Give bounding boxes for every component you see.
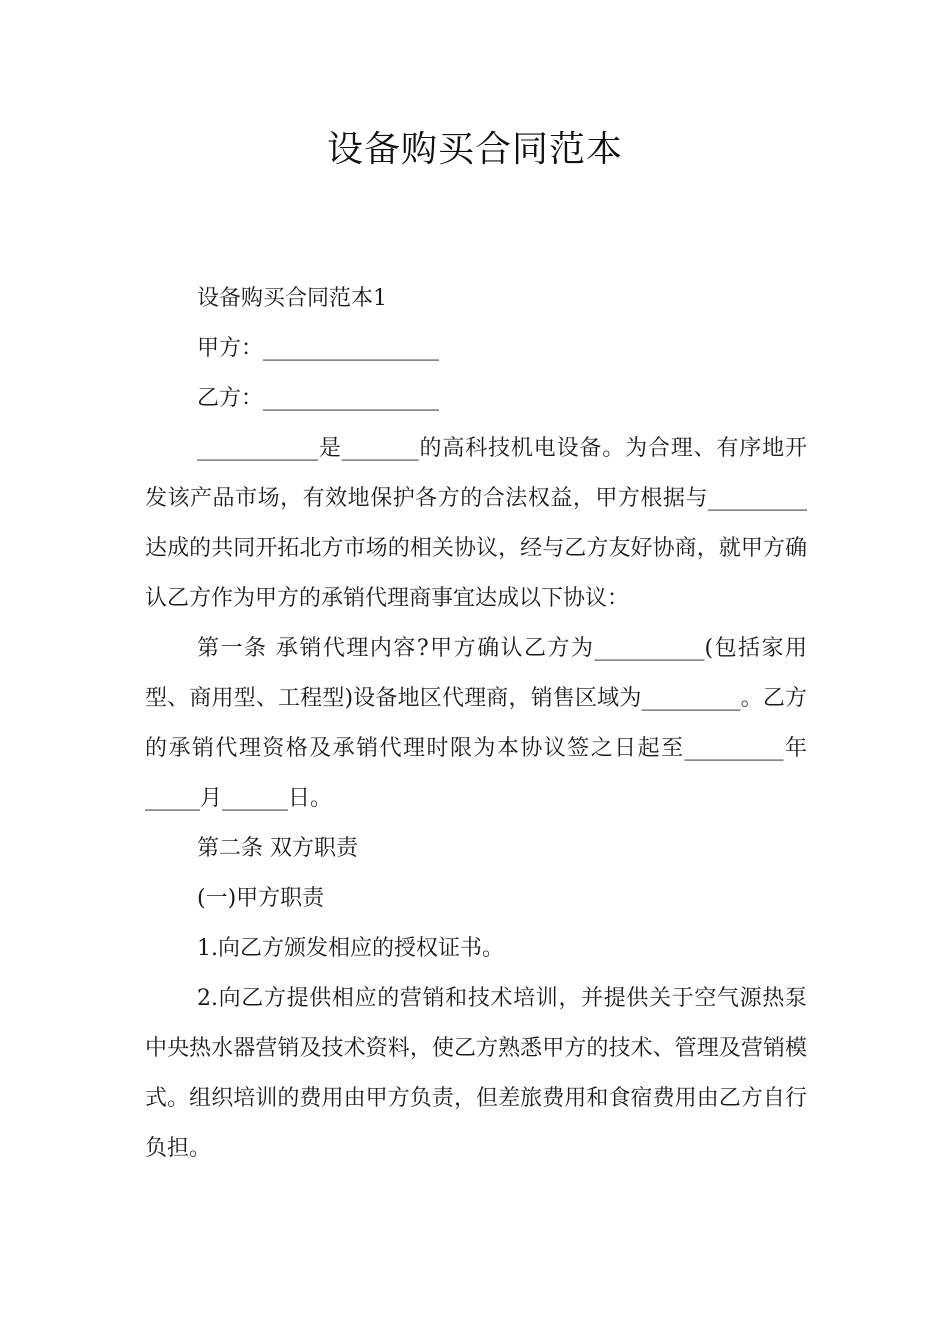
document-body: [145, 274, 807, 1174]
party-a-duties-heading: (一)甲方职责: [197, 886, 325, 911]
party-a-line: 甲方：________________: [197, 336, 440, 361]
document-title: 设备购买合同范本: [326, 129, 623, 170]
article-one-paragraph: 第一条 承销代理内容?甲方确认乙方为__________(包括家用型、商用型、工程型)设备地区代理商，销售区域为_________。乙方的承销代理资格及承销代理时限为本协议签之日起至_________年_____月______日。: [145, 636, 807, 811]
section-heading: 设备购买合同范本1: [197, 286, 387, 311]
preamble-paragraph: ___________是_______的高科技机电设备。为合理、有序地开发该产品市场，有效地保护各方的合法权益，甲方根据与_________达成的共同开拓北方市场的相关协议，经与乙方友好协商，就甲方确认乙方作为甲方的承销代理商事宜达成以下协议：: [145, 436, 807, 611]
party-b-line: 乙方：________________: [197, 386, 440, 411]
duty-item-2: 2.向乙方提供相应的营销和技术培训，并提供关于空气源热泵中央热水器营销及技术资料，使乙方熟悉甲方的技术、管理及营销模式。组织培训的费用由甲方负责，但差旅费用和食宿费用由乙方自行负担。: [145, 986, 807, 1161]
article-two-heading: 第二条 双方职责: [197, 836, 358, 861]
duty-item-1: 1.向乙方颁发相应的授权证书。: [197, 936, 504, 961]
